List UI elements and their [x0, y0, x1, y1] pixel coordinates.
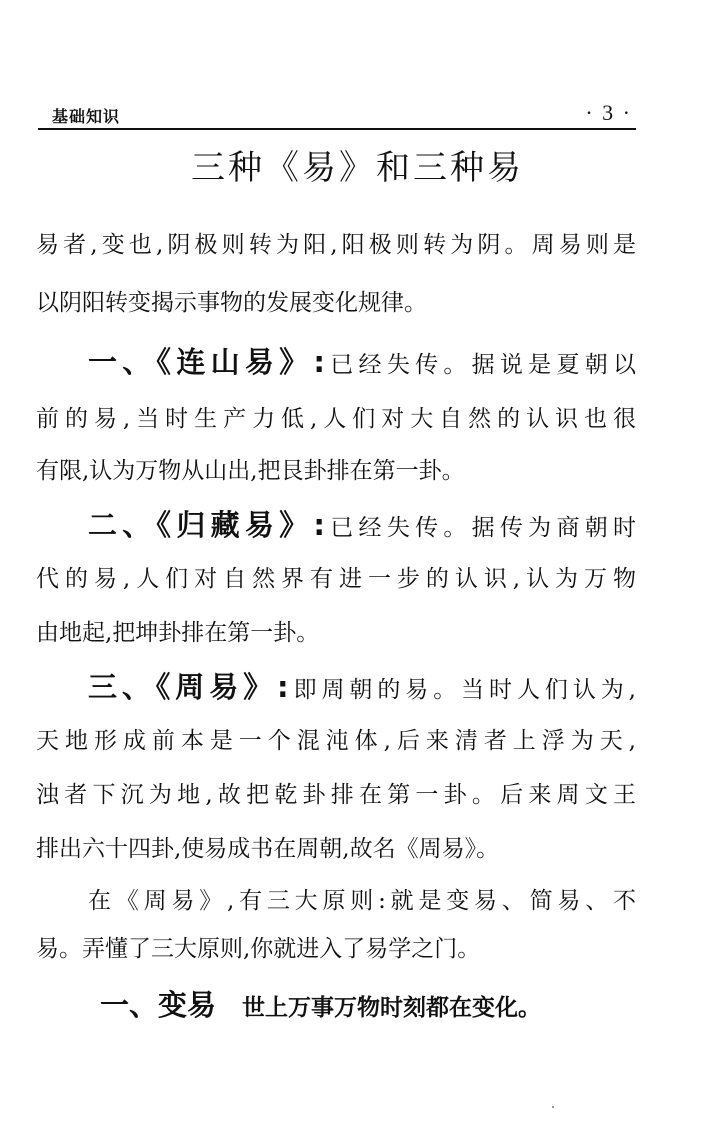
section-label-guicang: 二、《归藏易》:	[88, 508, 325, 542]
header-section-name: 基础知识	[52, 107, 121, 126]
section-heading-line	[36, 342, 636, 382]
paragraph-text: 已经失传。据传为商朝时	[325, 515, 636, 541]
paragraph-line: 浊者下沉为地,故把乾卦排在第一卦。后来周文王	[36, 782, 636, 808]
paragraph-line: 易。弄懂了三大原则,你就进入了易学之门。	[36, 936, 481, 962]
section-label-zhouyi: 三、《周易》:	[88, 670, 289, 704]
page-number: · 3 ·	[585, 100, 632, 125]
page-title: 三种《易》和三种易	[191, 148, 524, 188]
paragraph-line: 有限,认为万物从山出,把艮卦排在第一卦。	[36, 458, 465, 484]
scan-speck	[552, 1106, 554, 1108]
section-label-bianyi: 一、变易	[100, 988, 217, 1022]
section-heading-line	[36, 985, 636, 1025]
paragraph-line: 易者,变也,阴极则转为阳,阳极则转为阴。周易则是	[36, 232, 636, 258]
paragraph-line: 在《周易》,有三大原则:就是变易、简易、不	[88, 888, 636, 914]
paragraph-line: 以阴阳转变揭示事物的发展变化规律。	[36, 290, 427, 316]
paragraph-text: 世上万事万物时刻都在变化。	[242, 995, 542, 1021]
paragraph-line: 天地形成前本是一个混沌体,后来清者上浮为天,	[36, 728, 636, 754]
paragraph-line: 由地起,把坤卦排在第一卦。	[36, 620, 320, 646]
paragraph-line: 排出六十四卦,使易成书在周朝,故名《周易》。	[36, 836, 500, 862]
paragraph-text: 已经失传。据说是夏朝以	[325, 352, 636, 378]
paragraph-line: 前的易,当时生产力低,人们对大自然的认识也很	[36, 406, 636, 432]
running-header	[38, 102, 636, 130]
section-label-lianshan: 一、《连山易》:	[88, 345, 325, 379]
paragraph-line: 代的易,人们对自然界有进一步的认识,认为万物	[36, 566, 636, 592]
section-heading-line	[36, 667, 636, 707]
paragraph-text: 即周朝的易。当时人们认为,	[288, 677, 636, 703]
section-heading-line	[36, 505, 636, 545]
